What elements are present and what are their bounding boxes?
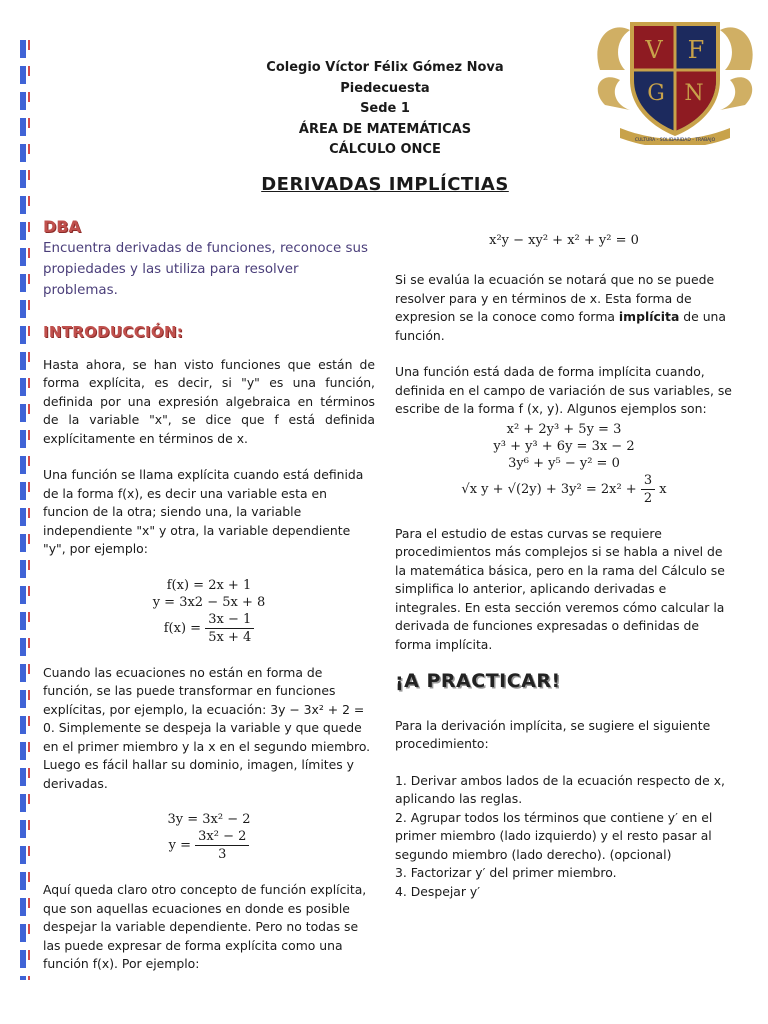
school-name: Colegio Víctor Félix Gómez Nova [266, 60, 504, 75]
solve-example [43, 811, 375, 863]
practice-heading: ¡A PRACTICAR! [395, 670, 561, 692]
equation-3-numerator: 3x − 1 [205, 611, 254, 629]
intro-paragraph-3: Cuando las ecuaciones no están en forma de función, se las puede transformar en funciones explícitas, por ejemplo, la ecuación: 3y − 3x² + 2 = 0. Simplemente se despeja la variable y que quede en el primer miembro y la x en el segundo miembro. Luego es fácil hallar su dominio, imagen, límites y derivadas. [43, 664, 371, 791]
school-crest-logo [590, 10, 760, 145]
equation-5-lhs: y = [168, 838, 191, 853]
equation-5-denominator: 3 [218, 847, 227, 862]
implicit-equation-top: x²y − xy² + x² + y² = 0 [489, 233, 639, 248]
equation-1: f(x) = 2x + 1 [166, 577, 252, 593]
implicit-example-4-a: √x y + √(2y) + 3y² = 2x² + [461, 481, 637, 497]
implicit-example-4-denominator: 2 [643, 490, 653, 506]
notebook-margin-red [28, 40, 30, 980]
equation-4: 3y = 3x² − 2 [167, 812, 251, 827]
implicit-example-3: 3y⁶ + y⁵ − y² = 0 [508, 455, 620, 471]
equation-3-lhs: f(x) = [163, 620, 202, 636]
implicit-example-4-fraction [641, 472, 655, 507]
equation-5-fraction [195, 828, 249, 863]
equation-3-denominator: 5x + 4 [208, 629, 252, 645]
implicit-example-1: x² + 2y³ + 5y = 3 [506, 421, 622, 437]
procedure-step-1: 1. Derivar ambos lados de la ecuación respecto de x, aplicando las reglas. [395, 772, 725, 806]
left-column [43, 216, 375, 992]
implicit-paragraph-1 [395, 271, 733, 345]
right-column [395, 232, 733, 901]
page-title: DERIVADAS IMPLÍCTIAS [261, 174, 509, 195]
implicit-paragraph-3: Para el estudio de estas curvas se requiere procedimientos más complejos si se habla a nivel de la matemática básica, pero en la rama del Cálculo se simplifica lo anterior, aplicando derivadas e integrales. En esta sección veremos cómo calcular la derivada de funciones expresadas o definidas de forma implícita. [395, 525, 725, 652]
crest-letter-v: V [645, 36, 663, 64]
intro-paragraph-4: Aquí queda claro otro concepto de función explícita, que son aquellas ecuaciones en donde es posible despejar la variable dependiente. Pero no todas se las puede expresar de forma explícita como una función f(x). Por ejemplo: [43, 882, 367, 971]
procedure-step-3: 3. Factorizar y′ del primer miembro. [395, 865, 617, 880]
procedure-step-4: 4. Despejar y′ [395, 883, 481, 899]
implicit-example-4 [395, 472, 733, 507]
implicit-examples [395, 421, 733, 507]
procedure-step-2: 2. Agrupar todos los términos que contiene y′ en el primer miembro (lado izquierdo) y el resto pasar al segundo miembro (lado derecho). (opcional) [395, 809, 713, 862]
course-name: CÁLCULO ONCE [329, 142, 441, 157]
implicit-paragraph-1-b: de una función. [395, 309, 726, 343]
equation-3-fraction [205, 611, 254, 646]
intro-heading: INTRODUCCIÓN: [43, 323, 184, 341]
equation-2: y = 3x2 − 5x + 8 [152, 594, 266, 610]
school-city: Piedecuesta [340, 80, 430, 96]
implicit-example-2: y³ + y³ + 6y = 3x − 2 [493, 438, 635, 454]
implicit-example-4-b: x [659, 481, 667, 497]
procedure-intro: Para la derivación implícita, se sugiere el siguiente procedimiento: [395, 717, 711, 751]
intro-paragraph-1: Hasta ahora, se han visto funciones que están de forma explícita, es decir, si "y" es una función, definida por una expresión algebraica en términos de la variable "x", se dice que f está definida explícitamente en términos de x. [43, 356, 375, 446]
implicit-keyword: implícita [618, 309, 680, 324]
crest-motto: CULTURA - SOLIDARIDAD - TRABAJO [634, 138, 716, 143]
dba-text: Encuentra derivadas de funciones, reconoce sus propiedades y las utiliza para resolver problemas. [43, 241, 368, 298]
crest-letter-g: G [647, 81, 665, 106]
equation-5-numerator: 3x² − 2 [195, 828, 249, 846]
crest-letter-n: N [684, 81, 704, 106]
implicit-paragraph-2: Una función está dada de forma implícita cuando, definida en el campo de variación de sus variables, se escribe de la forma f (x, y). Algunos ejemplos son: [395, 364, 732, 416]
intro-paragraph-2: Una función se llama explícita cuando está definida de la forma f(x), es decir una variable esta en funcion de la otra; siendo una, la variable independiente "x" y otra, la variable dependiente "y", por ejemplo: [43, 467, 364, 556]
implicit-example-4-numerator: 3 [641, 472, 655, 490]
subject-area: ÁREA DE MATEMÁTICAS [298, 121, 472, 137]
school-header [190, 58, 580, 161]
school-site: Sede 1 [360, 101, 410, 116]
equation-5 [43, 828, 375, 863]
equation-3 [43, 611, 375, 646]
notebook-margin-blue [20, 40, 26, 980]
explicit-examples [43, 577, 375, 646]
procedure-steps [395, 772, 733, 902]
crest-letter-f: F [687, 36, 705, 64]
dba-heading: DBA [43, 217, 81, 236]
implicit-paragraph-1-a: Si se evalúa la ecuación se notará que no se puede resolver para y en términos de x. Esta forma de expresion se la conoce como forma [395, 272, 715, 324]
